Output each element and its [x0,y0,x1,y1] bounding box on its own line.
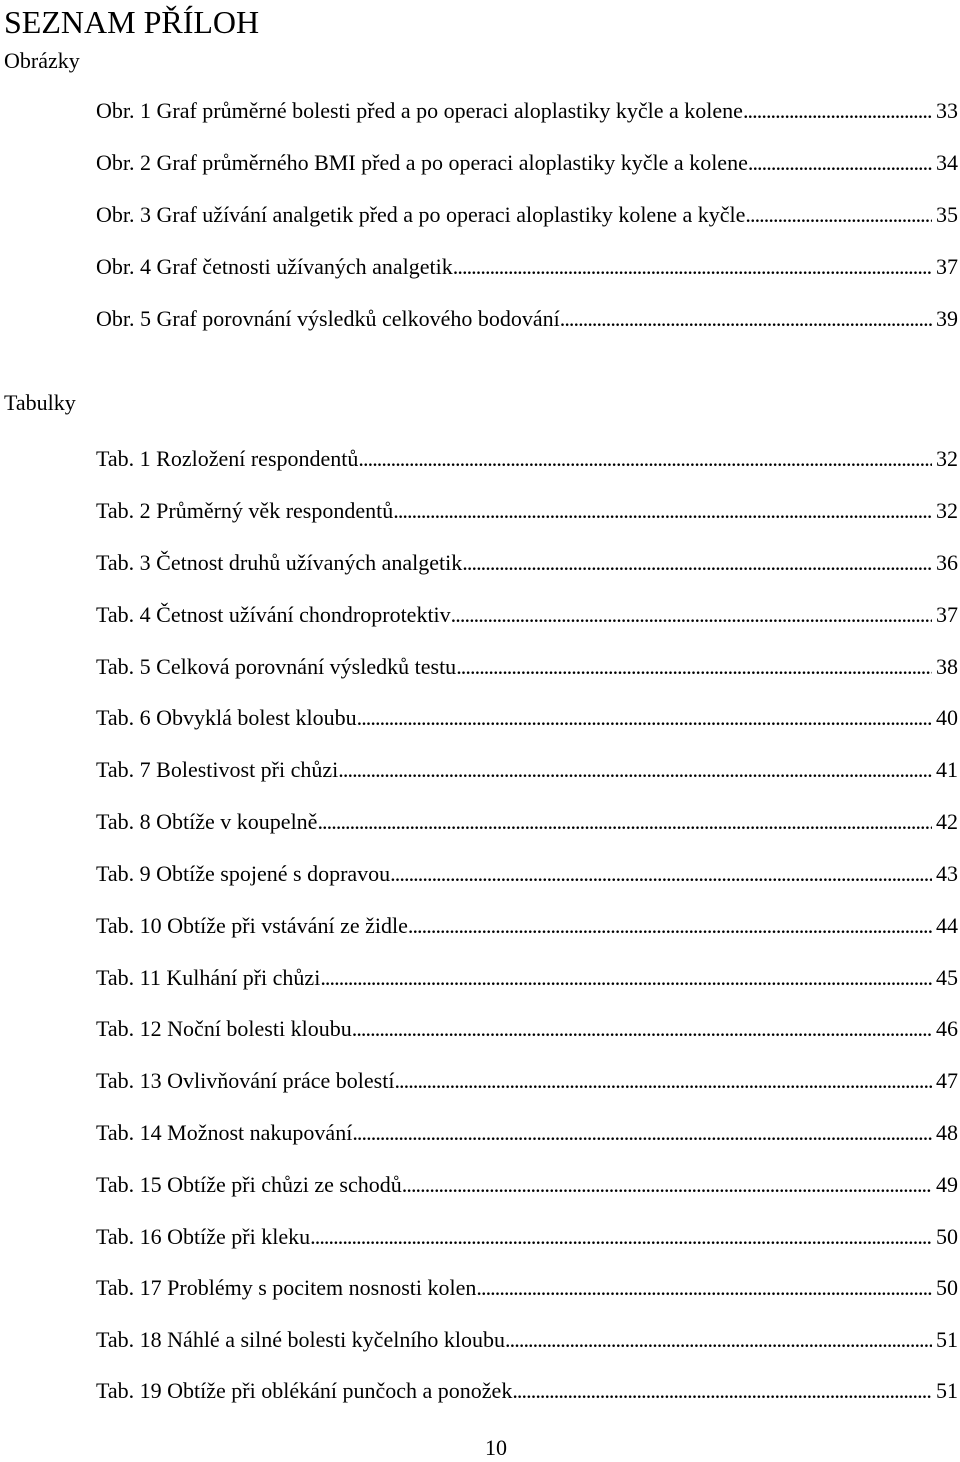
table-entry[interactable] [96,600,958,630]
entry-label: Tab. 17 Problémy s pocitem nosnosti kolen [96,1275,477,1300]
entry-label: Tab. 12 Noční bolesti kloubu [96,1016,352,1041]
entry-label: Obr. 4 Graf četnosti užívaných analgetik [96,254,453,279]
figure-entry[interactable] [96,304,958,334]
entry-page-number: 41 [936,757,958,782]
leader-dots [352,1118,932,1148]
entry-page-number: 32 [936,498,958,523]
leader-dots [451,600,932,630]
table-entry[interactable] [96,496,958,526]
table-entry[interactable] [96,703,958,733]
leader-dots [338,755,932,785]
page-title: SEZNAM PŘÍLOH [4,4,260,40]
entry-label: Tab. 13 Ovlivňování práce bolestí [96,1068,395,1093]
leader-dots [512,1376,932,1406]
entry-page-number: 34 [936,150,958,175]
entry-page-number: 51 [936,1327,958,1352]
entry-label: Tab. 4 Četnost užívání chondroprotektiv [96,602,451,627]
table-entry[interactable] [96,1014,958,1044]
leader-dots [310,1222,932,1252]
entry-page-number: 33 [936,98,958,123]
table-entry[interactable] [96,859,958,889]
entry-label: Tab. 18 Náhlé a silné bolesti kyčelního kloubu [96,1327,506,1352]
leader-dots [357,703,932,733]
table-entry[interactable] [96,652,958,682]
leader-dots [402,1170,932,1200]
tables-section-label: Tabulky [4,390,76,415]
table-entry[interactable] [96,1325,958,1355]
table-entry[interactable] [96,1066,958,1096]
entry-label: Tab. 15 Obtíže při chůzi ze schodů [96,1172,402,1197]
entry-page-number: 39 [936,306,958,331]
leader-dots [505,1325,932,1355]
entry-label: Tab. 7 Bolestivost při chůzi [96,757,339,782]
entry-label: Obr. 1 Graf průměrné bolesti před a po operaci aloplastiky kyčle a kolene [96,98,743,123]
table-entry[interactable] [96,444,958,474]
entry-label: Tab. 6 Obvyklá bolest kloubu [96,705,357,730]
entry-page-number: 32 [936,446,958,471]
leader-dots [560,304,932,334]
entry-page-number: 45 [936,965,958,990]
entry-page-number: 44 [936,913,958,938]
table-entry[interactable] [96,548,958,578]
entry-page-number: 42 [936,809,958,834]
entry-page-number: 50 [936,1275,958,1300]
entry-label: Tab. 5 Celková porovnání výsledků testu [96,654,457,679]
leader-dots [320,963,932,993]
entry-label: Tab. 10 Obtíže při vstávání ze židle [96,913,408,938]
entry-label: Tab. 11 Kulhání při chůzi [96,965,321,990]
entry-label: Obr. 5 Graf porovnání výsledků celkového bodování [96,306,560,331]
leader-dots [462,548,932,578]
leader-dots [394,1066,932,1096]
table-entry[interactable] [96,911,958,941]
entry-label: Tab. 3 Četnost druhů užívaných analgetik [96,550,463,575]
figures-section-label: Obrázky [4,48,80,73]
leader-dots [456,652,932,682]
entry-label: Tab. 9 Obtíže spojené s dopravou [96,861,391,886]
leader-dots [352,1014,932,1044]
leader-dots [408,911,932,941]
entry-label: Tab. 19 Obtíže při oblékání punčoch a ponožek [96,1378,513,1403]
page-number: 10 [485,1435,507,1460]
leader-dots [358,444,932,474]
entry-label: Tab. 14 Možnost nakupování [96,1120,353,1145]
table-entry[interactable] [96,963,958,993]
entry-page-number: 43 [936,861,958,886]
leader-dots [745,200,932,230]
entry-page-number: 35 [936,202,958,227]
table-entry[interactable] [96,1118,958,1148]
entry-page-number: 37 [936,602,958,627]
leader-dots [390,859,932,889]
entry-page-number: 49 [936,1172,958,1197]
entry-page-number: 38 [936,654,958,679]
table-entry[interactable] [96,1170,958,1200]
entry-page-number: 40 [936,705,958,730]
leader-dots [453,252,932,282]
entry-page-number: 48 [936,1120,958,1145]
figure-entry[interactable] [96,252,958,282]
leader-dots [317,807,932,837]
entry-page-number: 36 [936,550,958,575]
leader-dots [476,1273,932,1303]
figure-entry[interactable] [96,148,958,178]
figure-entry[interactable] [96,200,958,230]
table-entry[interactable] [96,1376,958,1406]
entry-label: Tab. 16 Obtíže při kleku [96,1224,311,1249]
entry-label: Tab. 2 Průměrný věk respondentů [96,498,394,523]
entry-label: Obr. 2 Graf průměrného BMI před a po operaci aloplastiky kyčle a kolene [96,150,748,175]
table-entry[interactable] [96,755,958,785]
table-entry[interactable] [96,807,958,837]
entry-label: Tab. 8 Obtíže v koupelně [96,809,318,834]
entry-page-number: 37 [936,254,958,279]
entry-page-number: 46 [936,1016,958,1041]
figure-entry[interactable] [96,96,958,126]
entry-label: Tab. 1 Rozložení respondentů [96,446,359,471]
entry-label: Obr. 3 Graf užívání analgetik před a po operaci aloplastiky kolene a kyčle [96,202,746,227]
entry-page-number: 47 [936,1068,958,1093]
entry-page-number: 50 [936,1224,958,1249]
table-entry[interactable] [96,1273,958,1303]
entry-page-number: 51 [936,1378,958,1403]
table-entry[interactable] [96,1222,958,1252]
leader-dots [393,496,932,526]
leader-dots [748,148,932,178]
leader-dots [743,96,932,126]
